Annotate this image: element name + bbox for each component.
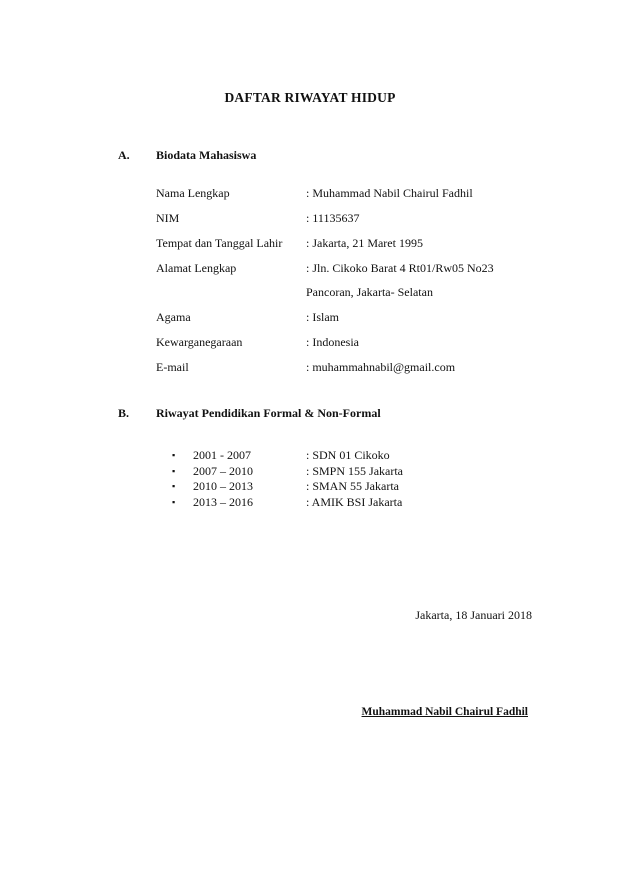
education-school: : SMPN 155 Jakarta [306, 464, 403, 478]
value-alamat-line1: : Jln. Cikoko Barat 4 Rt01/Rw05 No23 [306, 261, 494, 275]
place-and-date: Jakarta, 18 Januari 2018 [415, 608, 532, 622]
value-email: : muhammahnabil@gmail.com [306, 360, 456, 374]
value-kewarganegaraan: : Indonesia [306, 335, 359, 349]
value-alamat-line2: Pancoran, Jakarta- Selatan [306, 285, 433, 299]
education-school: : SMAN 55 Jakarta [306, 479, 399, 493]
label-kewarganegaraan: Kewarganegaraan [156, 335, 243, 349]
bullet-icon: ▪ [172, 450, 176, 460]
education-period: 2010 – 2013 [193, 479, 253, 493]
signature-name: Muhammad Nabil Chairul Fadhil [361, 706, 528, 718]
education-period: 2007 – 2010 [193, 464, 253, 478]
bullet-icon: ▪ [172, 481, 176, 491]
section-a-letter: A. [118, 148, 130, 162]
document-title: DAFTAR RIWAYAT HIDUP [224, 90, 396, 105]
label-nama-lengkap: Nama Lengkap [156, 186, 230, 200]
value-agama: : Islam [306, 310, 339, 324]
label-alamat-lengkap: Alamat Lengkap [156, 261, 237, 275]
education-school: : SDN 01 Cikoko [306, 448, 390, 462]
label-tempat-tanggal-lahir: Tempat dan Tanggal Lahir [156, 236, 283, 250]
section-a-heading: Biodata Mahasiswa [156, 148, 257, 162]
education-period: 2013 – 2016 [193, 495, 253, 509]
value-nama-lengkap: : Muhammad Nabil Chairul Fadhil [306, 186, 473, 200]
section-b-letter: B. [118, 406, 130, 420]
education-school: : AMIK BSI Jakarta [306, 495, 403, 509]
bullet-icon: ▪ [172, 466, 176, 476]
value-nim: : 11135637 [306, 211, 360, 225]
bullet-icon: ▪ [172, 497, 176, 507]
label-nim: NIM [156, 211, 180, 225]
education-period: 2001 - 2007 [193, 448, 251, 462]
value-tempat-tanggal-lahir: : Jakarta, 21 Maret 1995 [306, 236, 423, 250]
section-b-heading: Riwayat Pendidikan Formal & Non-Formal [156, 406, 381, 420]
label-agama: Agama [156, 310, 191, 324]
label-email: E-mail [156, 360, 189, 374]
